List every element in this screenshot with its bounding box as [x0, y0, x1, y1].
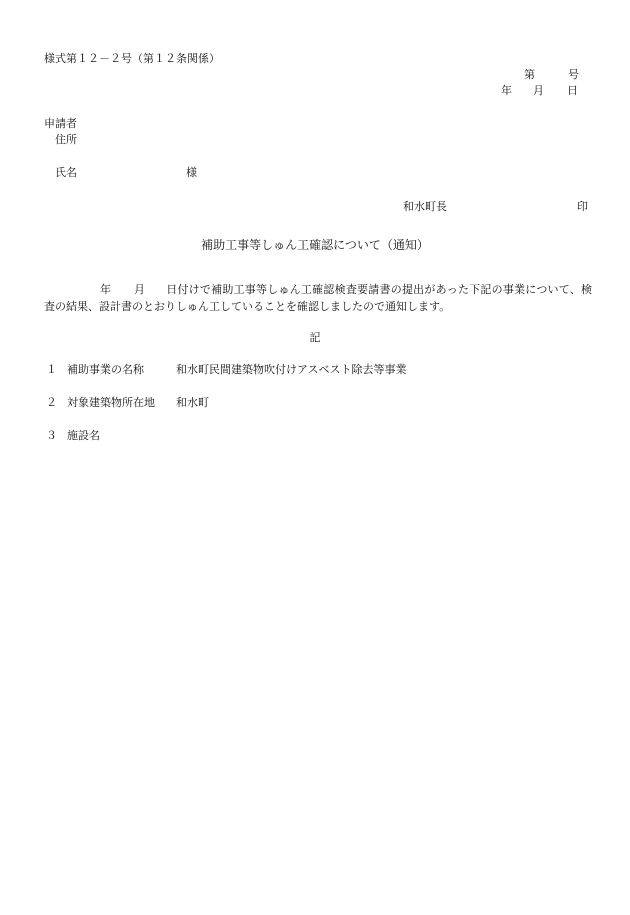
doc-number-prefix: 第	[524, 68, 535, 81]
address-label: 住所	[55, 133, 77, 146]
item-label: 対象建築物所在地	[67, 396, 155, 409]
honorific-sama: 様	[186, 166, 197, 179]
form-number: 様式第１２－２号（第１２条関係）	[44, 52, 220, 65]
body-year: 年	[100, 283, 111, 296]
item-number: ３	[46, 429, 57, 442]
item-value: 和水町民間建築物吹付けアスベスト除去等事業	[176, 363, 407, 376]
body-text: 日付けで補助工事等しゅん工確認検査要請書の提出があった下記の事業について、検査の結果、設計書のとおりしゅん工していることを確認しましたので通知します。	[44, 283, 592, 313]
doc-number-suffix: 号	[568, 68, 579, 81]
item-number: ２	[46, 396, 57, 409]
issuer-title: 和水町長	[403, 200, 447, 213]
date-month: 月	[533, 84, 544, 97]
date-year: 年	[501, 84, 512, 97]
date-day: 日	[567, 84, 578, 97]
body-month: 月	[134, 283, 145, 296]
name-label: 氏名	[55, 166, 77, 179]
seal-mark: 印	[577, 200, 588, 213]
body-paragraph	[44, 281, 592, 315]
item-label: 施設名	[67, 429, 100, 442]
item-label: 補助事業の名称	[67, 363, 144, 376]
applicant-label: 申請者	[44, 117, 77, 130]
item-value: 和水町	[176, 396, 209, 409]
ki-marker: 記	[309, 331, 321, 344]
document-title: 補助工事等しゅん工確認について（通知）	[201, 238, 429, 252]
item-number: １	[46, 363, 57, 376]
